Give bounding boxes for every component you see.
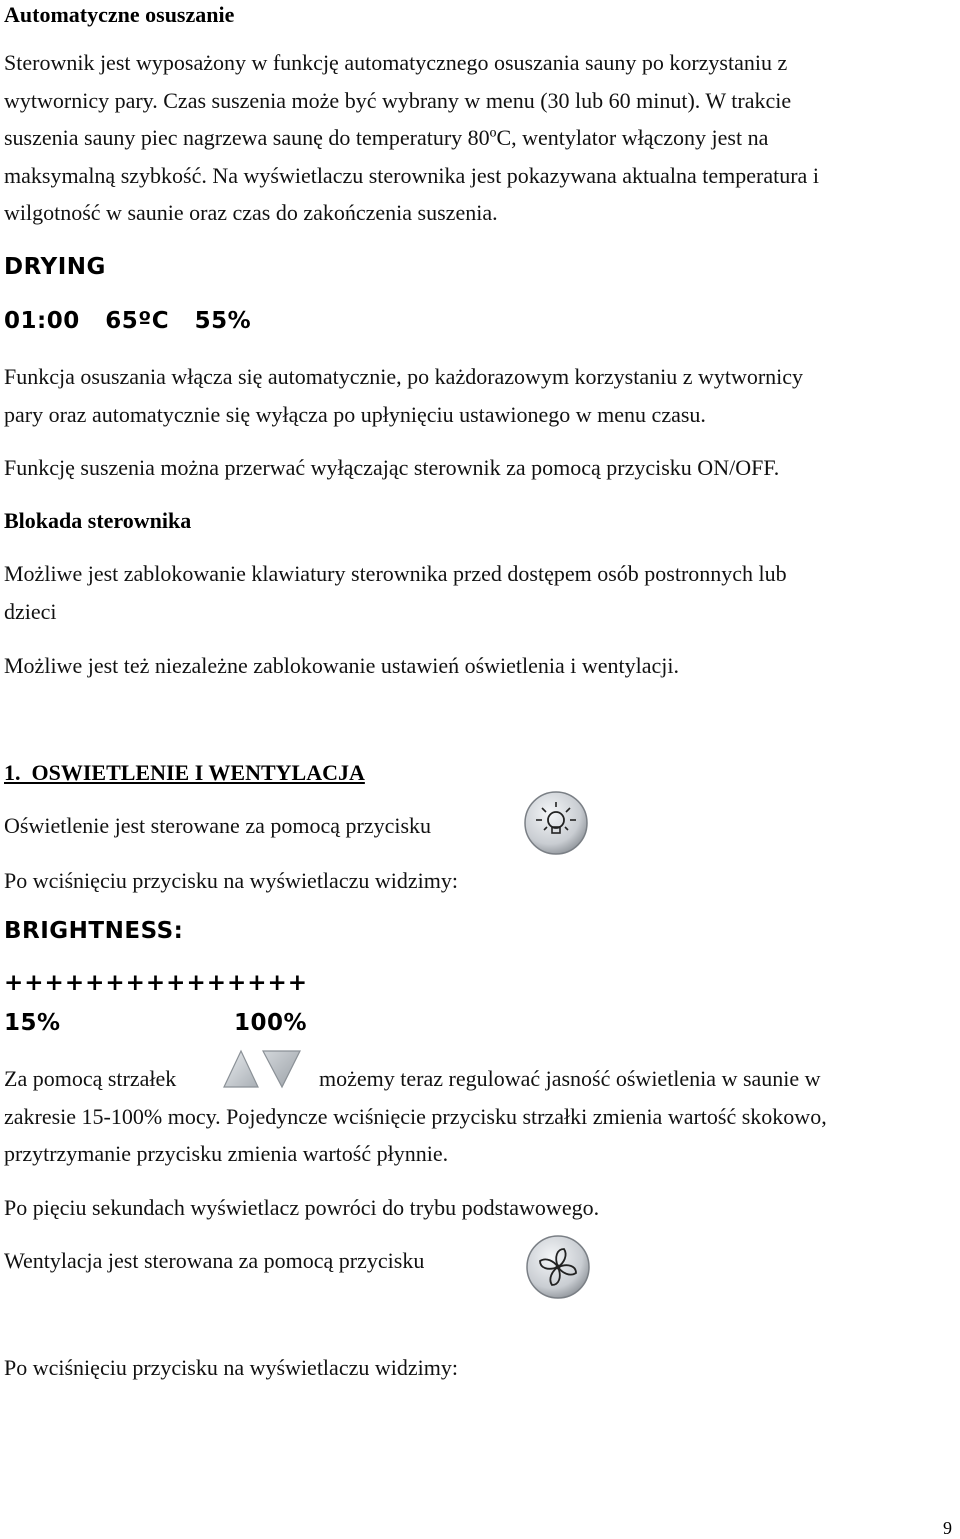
arrows-prefix: Za pomocą strzałek <box>4 1066 177 1091</box>
display-brightness-bar: +++++++++++++++ <box>4 970 309 996</box>
brightness-max: 100% <box>234 1010 308 1036</box>
text-line: suszenia sauny piec nagrzewa saunę do temperatury 80ºC, wentylator włączony jest na <box>4 125 769 150</box>
arrows-suffix: możemy teraz regulować jasność oświetlenia w saunie w <box>319 1066 821 1091</box>
text-line: Funkcja osuszania włącza się automatycznie, po każdorazowym korzystaniu z wytwornicy <box>4 364 804 389</box>
brightness-min: 15% <box>4 1010 61 1036</box>
return-text: Po pięciu sekundach wyświetlacz powróci do trybu podstawowego. <box>4 1195 600 1220</box>
text-line: przytrzymanie przycisku zmienia wartość płynnie. <box>4 1141 449 1166</box>
drying-paragraph <box>4 44 819 232</box>
drying-paragraph-2 <box>4 358 803 433</box>
lock-paragraph-2: Możliwe jest też niezależne zablokowanie ustawień oświetlenia i wentylacji. <box>4 653 680 678</box>
arrows-paragraph <box>4 1060 954 1173</box>
text-line: zakresie 15-100% mocy. Pojedyncze wciśnięcie przycisku strzałki zmienia wartość skokowo, <box>4 1103 827 1129</box>
text-line: Sterownik jest wyposażony w funkcję automatycznego osuszania sauny po korzystaniu z <box>4 50 788 75</box>
press-result-text-2: Po wciśnięciu przycisku na wyświetlaczu widzimy: <box>4 1355 458 1380</box>
text-line: wytwornicy pary. Czas suszenia może być wybrany w menu (30 lub 60 minut). W trakcie <box>4 87 792 113</box>
arrow-down-icon <box>263 1051 300 1087</box>
display-brightness-label: BRIGHTNESS: <box>4 918 184 944</box>
arrow-buttons <box>222 1049 302 1089</box>
display-drying-label: DRYING <box>4 254 106 280</box>
display-brightness-range <box>4 1010 307 1036</box>
arrow-up-icon <box>224 1051 258 1087</box>
text-line: maksymalną szybkość. Na wyświetlaczu sterownika jest pokazywana aktualna temperatura i <box>4 162 819 188</box>
heading-auto-drying: Automatyczne osuszanie <box>4 2 235 27</box>
fan-control-text: Wentylacja jest sterowana za pomocą przycisku <box>4 1248 425 1273</box>
light-control-text: Oświetlenie jest sterowane za pomocą przycisku <box>4 813 432 838</box>
display-drying-values: 01:00 65ºC 55% <box>4 308 252 334</box>
text-line: Możliwe jest zablokowanie klawiatury sterownika przed dostępem osób postronnych lub <box>4 561 787 586</box>
page-number: 9 <box>943 1518 952 1538</box>
light-bulb-icon <box>522 790 590 856</box>
heading-lock: Blokada sterownika <box>4 508 192 533</box>
fan-icon <box>524 1233 592 1301</box>
lock-paragraph <box>4 555 787 630</box>
arrows-line <box>4 1060 954 1098</box>
text-line: dzieci <box>4 598 57 624</box>
text-line: pary oraz automatycznie się wyłącza po upłynięciu ustawionego w menu czasu. <box>4 401 706 427</box>
press-result-text: Po wciśnięciu przycisku na wyświetlaczu widzimy: <box>4 868 458 893</box>
text-line: wilgotność w saunie oraz czas do zakończenia suszenia. <box>4 200 498 225</box>
drying-paragraph-3: Funkcję suszenia można przerwać wyłączając sterownik za pomocą przycisku ON/OFF. <box>4 455 780 480</box>
heading-lighting-ventilation: 1. OSWIETLENIE I WENTYLACJA <box>4 760 365 785</box>
